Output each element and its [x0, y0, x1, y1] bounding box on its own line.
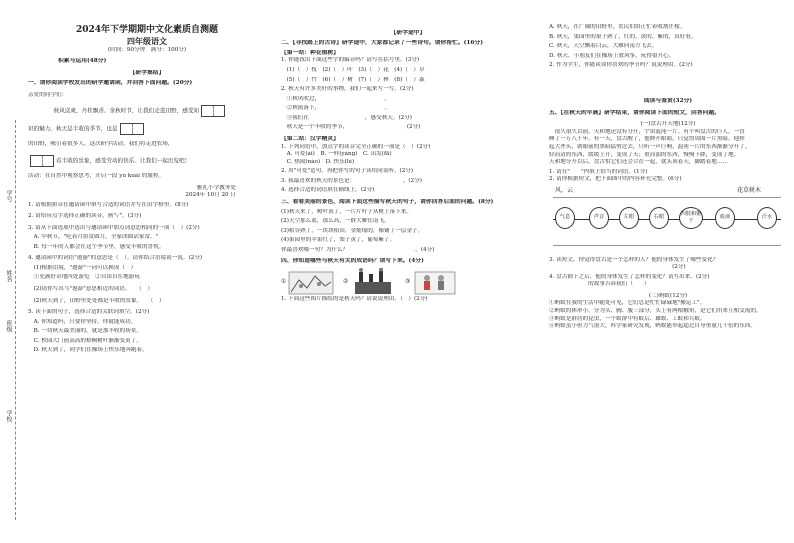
passage-line: 睡了一万八千年。有一天，盘古醒了，他睁开眼睛，只觉得周围一片黑暗。他挥	[549, 136, 745, 143]
question-item: 3. 请从下面选项中选出与邀请函中加点词意思相同的一项（ ）(2分)	[28, 224, 200, 231]
letter-line: 秋风送爽，丹桂飘香。金秋时节，让我们走进田野，感受知	[28, 105, 266, 117]
passage-line: 起大斧头，朝眼前的黑暗猛劈过去。只听一声巨响，混沌一片的东西渐渐分开了。	[549, 144, 751, 150]
picture-one: ①	[281, 268, 337, 296]
question-item: B. 每一年的人都会在这个季节里，感受丰收的喜悦。	[28, 243, 165, 250]
question-item: ①秋风吹过， 。	[281, 95, 391, 102]
question-item: 1. 请在" "内填上恰当的词语。(1分)	[549, 168, 648, 175]
exam-title: 2024年下学期期中文化素质自测题	[75, 25, 219, 35]
question-five: 五、【在秋天的早晨】研学结束，请你阅读下面的短文，回答问题。	[549, 109, 721, 116]
diagram-top-right: 花草树木	[737, 186, 762, 194]
passage-line: 轻而清的东西，缓缓上升，变成了天；重而浊的东西，慢慢下降，变成了地。	[549, 151, 740, 158]
diagram-top-left: 风、云	[555, 186, 574, 194]
side-label-school: 学校	[5, 410, 12, 422]
grade-subject: 四年级语文	[127, 36, 167, 47]
answer-grid[interactable]	[120, 123, 144, 135]
question-item: 4. 盘古倒下之后，他的身体发生了怎样的变化？请写出来。(2分)	[549, 273, 710, 280]
question-item: 1. 请根据拼音在邀请函中填写合适的词语并写在田字格里。(8分)	[28, 201, 189, 208]
question-item: 2. 用"可爱"造句，再把你写的句子读给同桌听。(2分)	[281, 168, 414, 175]
question-item: 1. 你能找出下面这些字的偏旁吗？请写在括号里。(3分)	[281, 57, 420, 64]
question-item: (2分)	[549, 264, 686, 271]
question-item: 你最喜欢哪一句？为什么？ 。(4分)	[281, 246, 435, 253]
letter-line: 识的魅力。秋天是丰收的季节，也是	[28, 123, 266, 135]
letter-line: 活动：在自然中观察思考，开启一段 yú kuài 的旅程。	[28, 173, 165, 180]
question-item: 2. 请给带点字选择正确的读音，画"✓"。(3分)	[28, 213, 142, 220]
question-item: 3. 读短文，你觉得盘古是一个怎样的人？他的身体发生了哪些变化？	[549, 256, 741, 263]
diagram-node: 气息	[555, 207, 575, 229]
diagram-node: 血液	[715, 207, 735, 229]
left-column	[28, 0, 266, 543]
question-item: A. 中秋节，"吃着月饼赏圆月，全家团圆话家常。"	[28, 234, 159, 241]
option-item: D. 秋天，小朋友们在操场上放风筝，玩得很开心。	[549, 52, 675, 59]
question-item: (1)秋天来了，树叶黄了，一片片叶子从树上落下来。	[281, 208, 412, 215]
question-item: (2)请你写出与"遨游"意思相近的词语。 （ ）	[28, 286, 153, 293]
question-three: 三、看看美丽的景色，阅读下面这些描写秋天的句子，请你回答后面的问题。(8分)	[281, 198, 494, 205]
question-item: ③我们在 ，感受秋天。(2分)	[281, 114, 412, 121]
question-item: 2. 请你根据短文，把下面图中的内容补充完整。(6分)	[549, 176, 682, 183]
passage-line: ④蚂蚁虽小但力气很大，科学家研究发现，蚂蚁能举起超过自身重量几十倍的东西。	[549, 323, 756, 330]
diagram-node: 左眼	[619, 207, 639, 229]
question-item: (4)果园里的苹果红了，梨子黄了，葡萄紫了。	[281, 237, 396, 244]
right-column	[549, 0, 787, 543]
passage-line: 很久很久以前，天和地还没有分开，宇宙混沌一片。有个叫盘古的巨人，一直	[549, 128, 745, 135]
letter-date: 2024年 10月 20 日	[185, 192, 236, 199]
letter-signature: 雅礼小学教务处	[196, 184, 236, 191]
question-item: ①充满好奇地四处游览 ②自由自在地游玩	[28, 274, 140, 281]
question-item: (3)稻谷熟了，一块块稻田，金灿灿的，像铺了一层金子。	[281, 227, 424, 234]
question-item: 5. 读下面的句子，选择合适的关联词填空。(2分)	[28, 309, 150, 316]
question-item: (1)（ ）枝 (2)（ ）叶 (3)（ ）花 (4)（ ）草	[281, 66, 425, 73]
question-item: B. 一切秋天最美丽的，就是那丰收的场景。	[28, 328, 142, 335]
question-item: (1)根据语境，"遨游"一词可以换成（ ）	[28, 264, 137, 271]
question-four: 四、你知道哪些与秋天有关的成语吗？请写下来。(4分)	[281, 258, 424, 265]
binding-line	[15, 120, 16, 520]
study-section-title: 【研学集结】	[129, 70, 165, 77]
question-item: C. 校园大门前高高的梧桐树叶渐渐变黄了。	[28, 337, 142, 344]
answer-grid[interactable]	[201, 105, 225, 117]
children-illustration	[405, 268, 461, 296]
question-item: 1. 下面这些图片描绘的是秋天吗？请说说理由。（ ）(2分)	[281, 296, 428, 303]
exam-meta: (时间：90分钟 满分：100分)	[107, 46, 187, 53]
question-item: (5)（ ）竹 (6)（ ）树 (7)（ ）林 (8)（ ）森	[281, 76, 425, 83]
diagram-node: 汗水	[757, 207, 777, 229]
diagram-topline	[553, 197, 781, 198]
subsection-one: 【第一站：种花植树】	[281, 49, 339, 56]
question-item: (2)天空那么蓝，那么高，一群大雁往南飞。	[281, 218, 390, 225]
question-item: 4. 邀请函中的词语"遨游"的意思是（ ）。请你结合语境说一说。(2分)	[28, 255, 203, 262]
diagram-node: 右眼	[649, 207, 669, 229]
question-item: 秋天是一个丰收的季节， (2分)	[281, 124, 421, 131]
middle-column	[281, 0, 535, 543]
letter-line: 的田野，吸引着很多人。这次研学活动，我们将走进农场，	[28, 141, 174, 148]
question-item: 2. 秋天有许多美好的事物，我们一起来写一写。(2分)	[281, 86, 414, 93]
question-item: 的故事告诉我们（ ）	[549, 281, 650, 288]
study-middle-title: 【研学途中】	[390, 30, 426, 36]
question-item: (2)秋天到了，田野里处处都是丰收的景象。 （ ）	[28, 297, 165, 304]
side-label-student-no: 学号	[5, 190, 12, 202]
question-item: 3. 我最喜欢的秋天的景色是： 。(2分)	[281, 177, 422, 184]
picture-row	[281, 268, 535, 296]
question-item: C. 热闹(nào) D. 快乐(lè)	[281, 158, 355, 165]
village-illustration	[281, 268, 337, 296]
option-item: B. 秋天，果园里的果子熟了，红的、黄的、紫的，真好看。	[549, 33, 697, 40]
question-two: 二、【寻找路上的古诗】研学途中，大家都记录了一些诗句。请你帮忙。(16分)	[281, 39, 483, 46]
question-item: A. 可爱(ài) B. 一样(yàng) C. 出发(fā)	[281, 151, 392, 158]
reading-title: (二)蚂蚁(12分)	[648, 292, 688, 299]
side-label-class: 班级	[5, 320, 12, 332]
diagram-bottomline	[553, 245, 781, 246]
diagram-node: 四肢和躯干	[679, 207, 703, 229]
option-item: A. 秋天，在广阔的田野里，农民伯伯正忙着收割庄稼。	[549, 24, 686, 30]
letter-line: 看丰收的景象，感受劳动的快乐。让我们一起出发吧！	[28, 155, 266, 167]
part-two-heading: 阅读与鉴赏(32分)	[643, 97, 693, 104]
question-item: D. 秋天到了，同学们在操场上快乐地奔跑着。	[28, 347, 148, 354]
question-item: 1. 下列词语中，加点字的读音完全正确的一项是（ ）(2分)	[281, 143, 431, 150]
body-transform-diagram	[549, 187, 787, 257]
passage-line: ③蚂蚁是群居的昆虫，一个蚁群中有蚁后、雄蚁、工蚁和兵蚁。	[549, 315, 706, 322]
factory-illustration	[343, 268, 399, 296]
question-one: 一、请你阅读学校发出的研学邀请函，并回答下面问题。(20分)	[28, 80, 193, 87]
letter-greeting: 亲爱的同学们：	[28, 91, 68, 98]
passage-line: ①蚂蚁在我的生活中随处可见，它们总是忙忙碌碌地"搬运工"。	[549, 300, 706, 307]
option-item: C. 秋天，天空飘着白云，大雁向南方飞去。	[549, 43, 658, 50]
diagram-node: 声音	[589, 207, 609, 229]
reading-title: (一)盘古开天地(12分)	[640, 121, 696, 128]
question-item: 4. 选择合适的词语填在横线上。(2分)	[281, 187, 375, 194]
passage-line: 天和地分开以后，盘古怕它们还会合在一起，就头顶着天，脚踏着地……	[549, 159, 729, 166]
question-item: 2. 作为学生，你能谈谈你喜欢的季节吗？说说理由。(2分)	[549, 62, 693, 69]
picture-three: ③	[405, 268, 461, 296]
subsection-two: 【第二站：汉字精灵】	[281, 135, 339, 142]
question-item: ②秋雨落下， 。	[281, 105, 391, 112]
passage-line: ②蚂蚁的体形小，分为头、胸、腹三部分，头上有两根触角，是它们用来互相交流的。	[549, 308, 762, 315]
question-item: A. 你知道吗，只要你坚持，你就能成功。	[28, 318, 137, 325]
picture-two: ②	[343, 268, 399, 296]
side-label-name: 姓名	[5, 270, 12, 282]
answer-grid[interactable]	[30, 155, 54, 167]
part-one-heading: 积累与运用(48分)	[58, 58, 107, 65]
